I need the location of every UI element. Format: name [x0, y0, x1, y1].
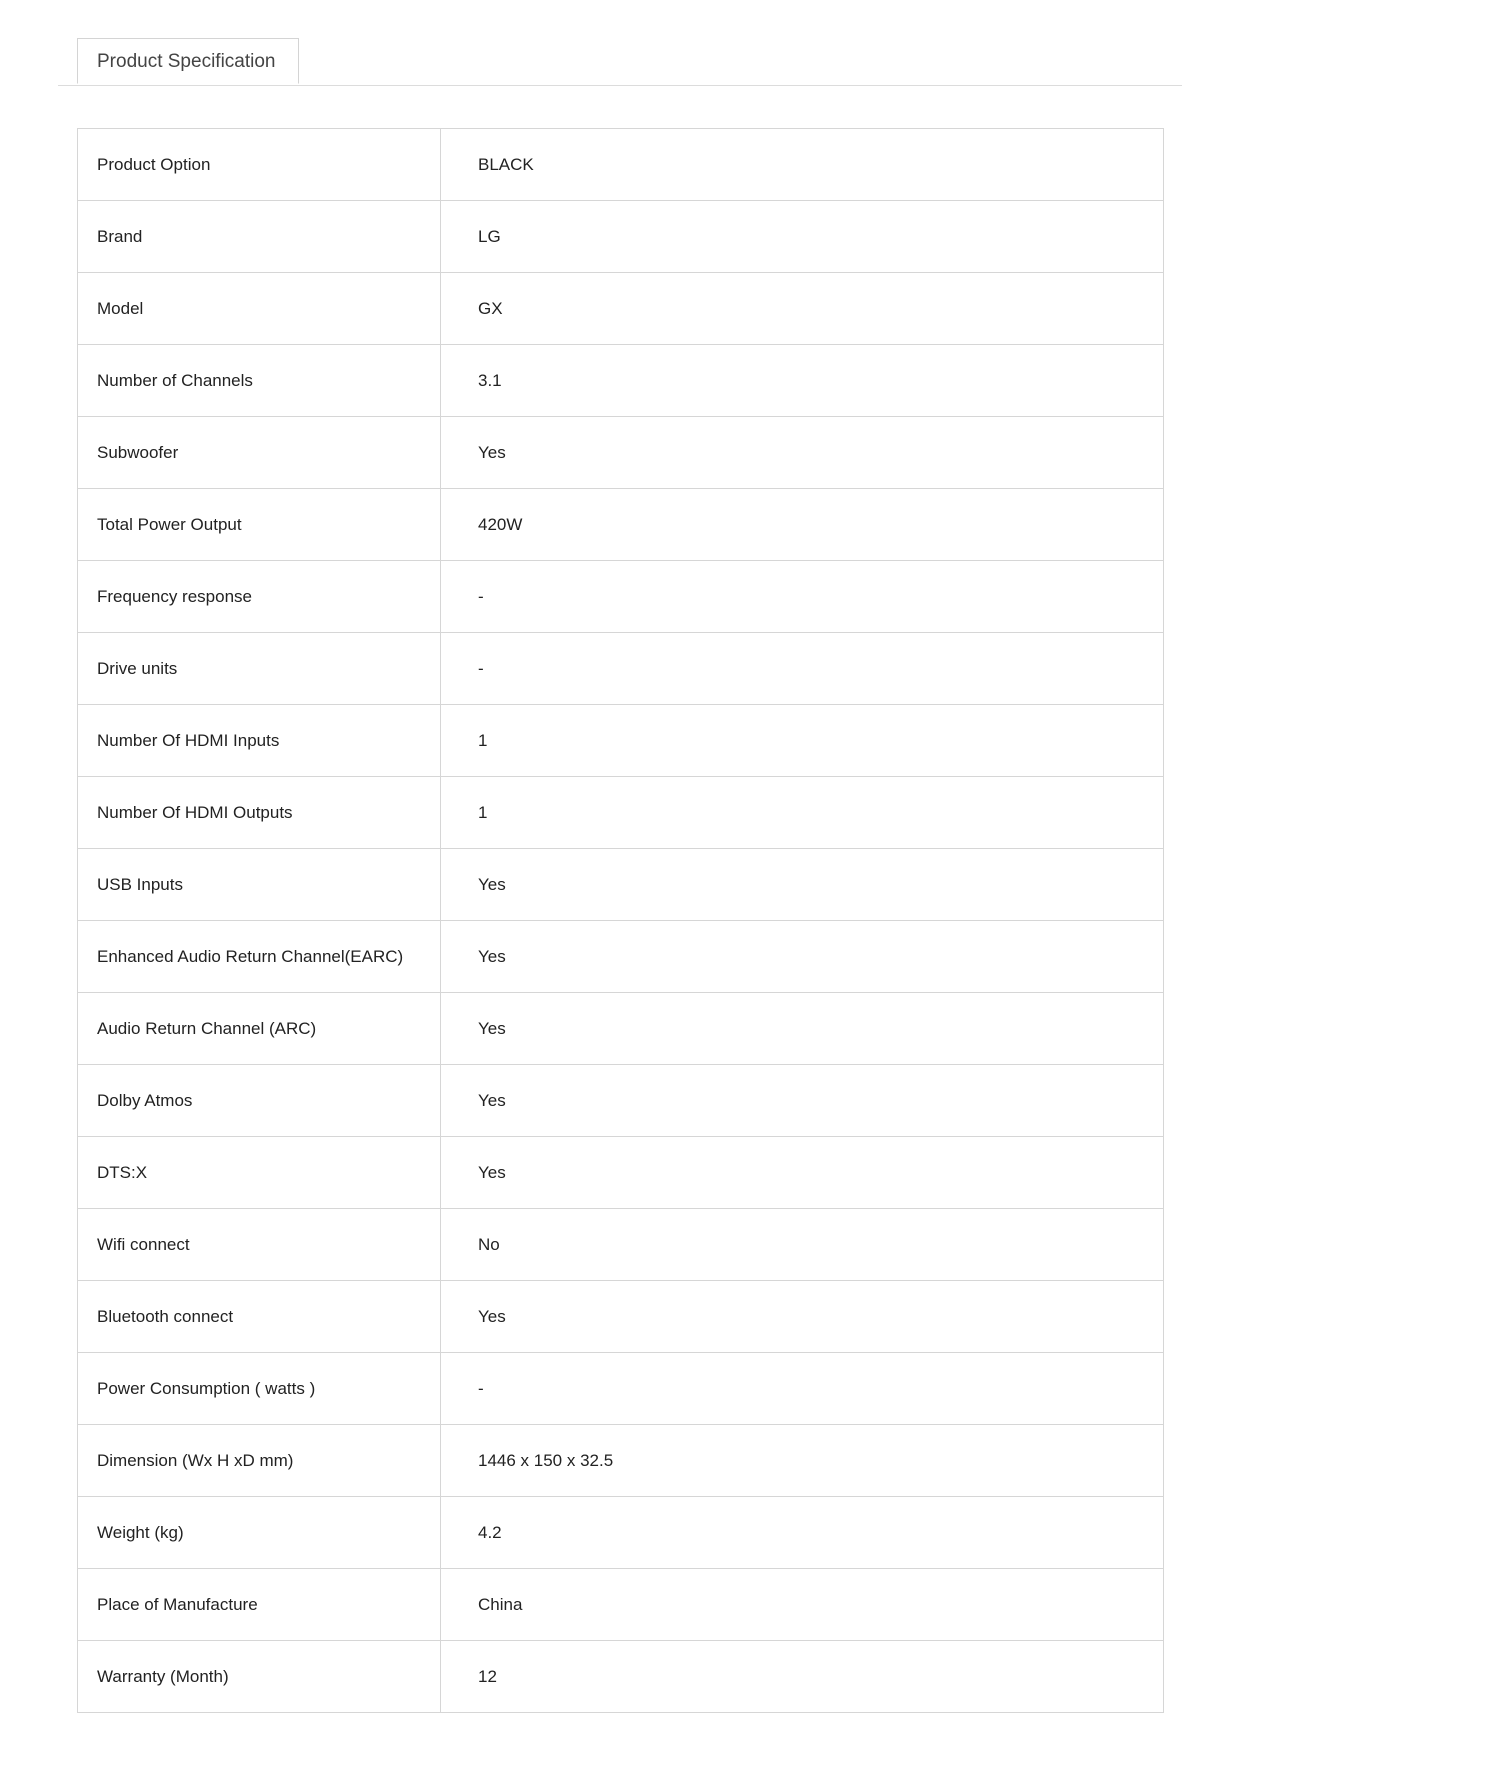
table-row	[78, 1425, 1164, 1497]
spec-value: Yes	[441, 1281, 1164, 1353]
table-row	[78, 1281, 1164, 1353]
spec-label: Drive units	[78, 633, 441, 705]
spec-label: Warranty (Month)	[78, 1641, 441, 1713]
spec-label: Total Power Output	[78, 489, 441, 561]
spec-label: Brand	[78, 201, 441, 273]
table-row	[78, 1065, 1164, 1137]
table-row	[78, 921, 1164, 993]
spec-value: Yes	[441, 921, 1164, 993]
tab-bar	[58, 38, 1182, 86]
table-row	[78, 705, 1164, 777]
spec-value: Yes	[441, 1137, 1164, 1209]
spec-label: Dolby Atmos	[78, 1065, 441, 1137]
table-row	[78, 345, 1164, 417]
table-row	[78, 1569, 1164, 1641]
table-row	[78, 1137, 1164, 1209]
spec-label: Product Option	[78, 129, 441, 201]
spec-label: Number Of HDMI Outputs	[78, 777, 441, 849]
spec-label: Number Of HDMI Inputs	[78, 705, 441, 777]
spec-table	[77, 128, 1164, 1713]
table-row	[78, 417, 1164, 489]
spec-label: Subwoofer	[78, 417, 441, 489]
spec-value: Yes	[441, 993, 1164, 1065]
spec-label: DTS:X	[78, 1137, 441, 1209]
spec-table-body	[78, 129, 1164, 1713]
spec-value: Yes	[441, 849, 1164, 921]
spec-value: 1	[441, 705, 1164, 777]
spec-label: Enhanced Audio Return Channel(EARC)	[78, 921, 441, 993]
spec-value: 12	[441, 1641, 1164, 1713]
spec-value: -	[441, 561, 1164, 633]
table-row	[78, 129, 1164, 201]
spec-label: Wifi connect	[78, 1209, 441, 1281]
spec-label: Place of Manufacture	[78, 1569, 441, 1641]
spec-value: 3.1	[441, 345, 1164, 417]
spec-value: 1446 x 150 x 32.5	[441, 1425, 1164, 1497]
spec-value: 1	[441, 777, 1164, 849]
spec-label: Power Consumption ( watts )	[78, 1353, 441, 1425]
spec-label: USB Inputs	[78, 849, 441, 921]
spec-label: Model	[78, 273, 441, 345]
table-row	[78, 1641, 1164, 1713]
spec-label: Number of Channels	[78, 345, 441, 417]
spec-value: Yes	[441, 417, 1164, 489]
table-row	[78, 849, 1164, 921]
spec-value: LG	[441, 201, 1164, 273]
spec-value: 4.2	[441, 1497, 1164, 1569]
spec-value: 420W	[441, 489, 1164, 561]
spec-value: BLACK	[441, 129, 1164, 201]
table-row	[78, 201, 1164, 273]
table-row	[78, 1497, 1164, 1569]
table-row	[78, 561, 1164, 633]
spec-label: Bluetooth connect	[78, 1281, 441, 1353]
spec-label: Dimension (Wx H xD mm)	[78, 1425, 441, 1497]
spec-value: China	[441, 1569, 1164, 1641]
spec-label: Weight (kg)	[78, 1497, 441, 1569]
table-row	[78, 273, 1164, 345]
spec-value: GX	[441, 273, 1164, 345]
table-row	[78, 1353, 1164, 1425]
table-row	[78, 489, 1164, 561]
tab-product-specification[interactable]: Product Specification	[77, 38, 299, 84]
table-row	[78, 777, 1164, 849]
spec-value: Yes	[441, 1065, 1164, 1137]
spec-value: -	[441, 1353, 1164, 1425]
table-row	[78, 1209, 1164, 1281]
table-row	[78, 633, 1164, 705]
table-row	[78, 993, 1164, 1065]
spec-label: Frequency response	[78, 561, 441, 633]
spec-label: Audio Return Channel (ARC)	[78, 993, 441, 1065]
spec-value: -	[441, 633, 1164, 705]
spec-value: No	[441, 1209, 1164, 1281]
